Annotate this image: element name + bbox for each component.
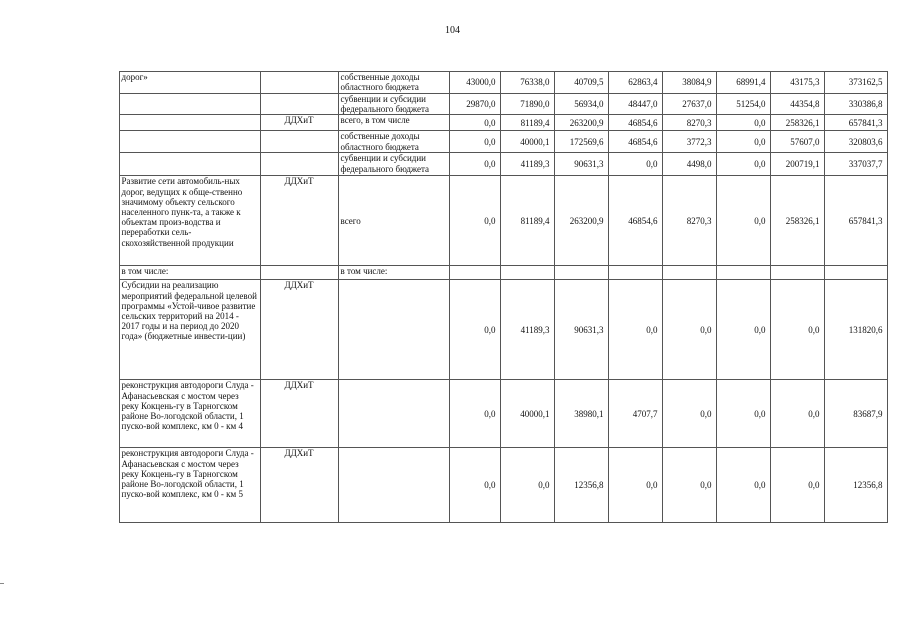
value-cell: 38084,9 [662,72,716,94]
value-cell: 0,0 [716,115,770,131]
value-cell [608,266,662,280]
value-cell: 0,0 [662,280,716,380]
blank-cell [61,115,119,131]
blank-cell [61,448,119,523]
table-row [61,72,887,94]
table-row [61,380,887,448]
responsible-cell: ДДХиТ [260,380,338,448]
value-cell: 0,0 [449,115,500,131]
value-cell: 657841,3 [824,115,887,131]
value-cell: 40000,1 [500,131,554,153]
value-cell: 27637,0 [662,94,716,115]
value-cell: 57607,0 [770,131,824,153]
value-cell: 83687,9 [824,380,887,448]
value-cell: 0,0 [662,448,716,523]
measure-name-cell: реконструкция автодороги Слуда - Афанасьевская с мостом через реку Кокцень-гу в Тарногском районе Во-логодской области, 1 пуско-вой комплекс, км 0 - км 5 [119,448,260,523]
value-cell: 172569,6 [554,131,608,153]
value-cell: 0,0 [449,176,500,266]
measure-name-cell [119,115,260,131]
table-row [61,448,887,523]
value-cell: 4707,7 [608,380,662,448]
value-cell [500,266,554,280]
table-row [61,153,887,176]
value-cell: 0,0 [770,448,824,523]
value-cell: 0,0 [716,176,770,266]
value-cell: 46854,6 [608,176,662,266]
value-cell [662,266,716,280]
value-cell: 40709,5 [554,72,608,94]
value-cell: 8270,3 [662,115,716,131]
budget-table [61,71,888,523]
responsible-cell: ДДХиТ [260,115,338,131]
value-cell: 81189,4 [500,176,554,266]
value-cell: 330386,8 [824,94,887,115]
value-cell: 40000,1 [500,380,554,448]
value-cell: 48447,0 [608,94,662,115]
blank-cell [61,94,119,115]
measure-name-cell: Развитие сети автомобиль-ных дорог, ведущих к обще-ственно значимому объекту сельского населенного пунк-та, а также к объектам произ-водства и переработки сель-скохозяйственной продукции [119,176,260,266]
table-row [61,176,887,266]
funding-source-cell [338,380,449,448]
value-cell: 0,0 [449,380,500,448]
value-cell: 62863,4 [608,72,662,94]
responsible-cell [260,266,338,280]
blank-cell [61,176,119,266]
table-row [61,266,887,280]
value-cell: 337037,7 [824,153,887,176]
blank-cell [61,131,119,153]
value-cell [449,266,500,280]
value-cell: 0,0 [716,380,770,448]
margin-mark [0,583,4,584]
value-cell: 44354,8 [770,94,824,115]
value-cell: 4498,0 [662,153,716,176]
value-cell: 29870,0 [449,94,500,115]
value-cell [554,266,608,280]
value-cell: 0,0 [449,131,500,153]
value-cell: 76338,0 [500,72,554,94]
value-cell: 0,0 [608,280,662,380]
value-cell: 46854,6 [608,131,662,153]
funding-source-cell: собственные доходы областного бюджета [338,131,449,153]
measure-name-cell: в том числе: [119,266,260,280]
value-cell: 258326,1 [770,115,824,131]
funding-source-cell: всего, в том числе [338,115,449,131]
funding-source-cell: в том числе: [338,266,449,280]
value-cell: 0,0 [716,131,770,153]
measure-name-cell [119,131,260,153]
value-cell: 56934,0 [554,94,608,115]
value-cell: 200719,1 [770,153,824,176]
value-cell: 90631,3 [554,280,608,380]
funding-source-cell: всего [338,176,449,266]
funding-source-cell: субвенции и субсидии федерального бюджета [338,153,449,176]
value-cell [716,266,770,280]
value-cell: 0,0 [716,280,770,380]
page-number: 104 [445,25,460,36]
value-cell: 131820,6 [824,280,887,380]
value-cell: 43000,0 [449,72,500,94]
value-cell: 0,0 [716,153,770,176]
value-cell [824,266,887,280]
funding-source-cell: субвенции и субсидии федерального бюджета [338,94,449,115]
blank-cell [61,280,119,380]
value-cell: 0,0 [449,448,500,523]
value-cell: 12356,8 [824,448,887,523]
value-cell: 373162,5 [824,72,887,94]
value-cell: 90631,3 [554,153,608,176]
value-cell: 0,0 [500,448,554,523]
blank-cell [61,266,119,280]
responsible-cell: ДДХиТ [260,280,338,380]
value-cell: 12356,8 [554,448,608,523]
responsible-cell [260,72,338,94]
value-cell: 0,0 [449,153,500,176]
funding-source-cell [338,448,449,523]
table-row [61,280,887,380]
value-cell: 68991,4 [716,72,770,94]
measure-name-cell: Субсидии на реализацию мероприятий федеральной целевой программы «Устой-чивое развитие сельских территорий на 2014 - 2017 годы и на период до 2020 года» (бюджетные инвести-ции) [119,280,260,380]
table-row [61,131,887,153]
measure-name-cell [119,153,260,176]
value-cell: 43175,3 [770,72,824,94]
blank-cell [61,153,119,176]
responsible-cell [260,131,338,153]
value-cell: 657841,3 [824,176,887,266]
value-cell: 263200,9 [554,176,608,266]
responsible-cell: ДДХиТ [260,448,338,523]
value-cell: 41189,3 [500,153,554,176]
measure-name-cell [119,94,260,115]
value-cell: 0,0 [662,380,716,448]
value-cell: 0,0 [716,448,770,523]
value-cell: 81189,4 [500,115,554,131]
table-row [61,115,887,131]
value-cell: 71890,0 [500,94,554,115]
value-cell: 51254,0 [716,94,770,115]
value-cell [770,266,824,280]
blank-cell [61,72,119,94]
table-row [61,94,887,115]
value-cell: 8270,3 [662,176,716,266]
value-cell: 0,0 [608,448,662,523]
measure-name-cell: дорог» [119,72,260,94]
value-cell: 0,0 [770,380,824,448]
value-cell: 0,0 [449,280,500,380]
value-cell: 258326,1 [770,176,824,266]
measure-name-cell: реконструкция автодороги Слуда - Афанасьевская с мостом через реку Кокцень-гу в Тарногском районе Во-логодской области, 1 пуско-вой комплекс, км 0 - км 4 [119,380,260,448]
value-cell: 0,0 [770,280,824,380]
blank-cell [61,380,119,448]
value-cell: 41189,3 [500,280,554,380]
funding-source-cell: собственные доходы областного бюджета [338,72,449,94]
funding-source-cell [338,280,449,380]
value-cell: 38980,1 [554,380,608,448]
responsible-cell: ДДХиТ [260,176,338,266]
value-cell: 320803,6 [824,131,887,153]
value-cell: 263200,9 [554,115,608,131]
responsible-cell [260,94,338,115]
value-cell: 0,0 [608,153,662,176]
responsible-cell [260,153,338,176]
value-cell: 46854,6 [608,115,662,131]
value-cell: 3772,3 [662,131,716,153]
